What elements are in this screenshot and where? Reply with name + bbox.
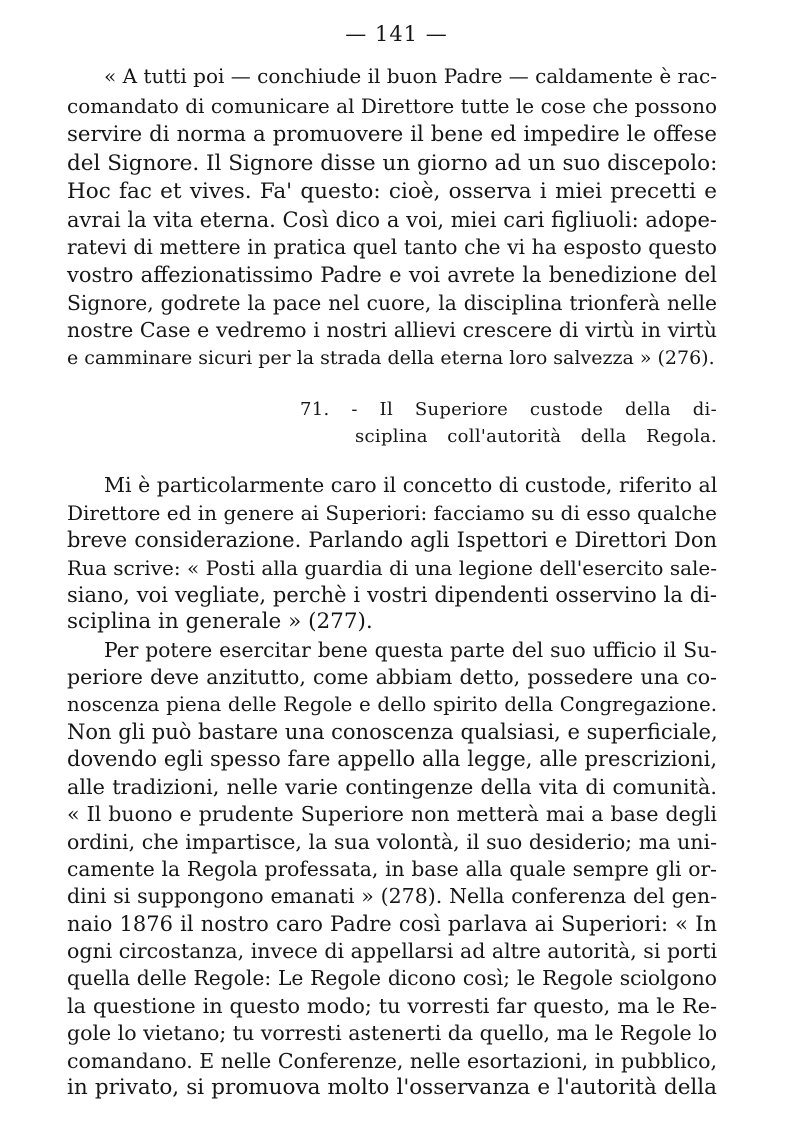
text-line: Non gli può bastare una conoscenza qualsiasi, e superficiale, [67,720,718,744]
text-line: « Il buono e prudente Superiore non metterà mai a base degli [67,802,717,826]
text-line: vostro affezionatissimo Padre e voi avrete la benedizione del [67,263,717,287]
text-line: dini si suppongono emanati » (278). Nella conferenza del gen- [67,884,717,908]
text-line: Hoc fac et vives. Fa' questo: cioè, osserva i miei precetti e [67,179,717,204]
text-line: quella delle Regole: Le Regole dicono così; le Regole sciolgono [67,966,717,990]
text-line: comandato di comunicare al Direttore tutte le cose che possono [67,94,717,118]
text-line: servire di norma a promuovere il bene ed impedire le offese [67,122,717,147]
text-line: breve considerazione. Parlando agli Ispettori e Direttori Don [67,528,717,552]
heading-line: 71. - Il Superiore custode della di- [300,399,717,420]
text-line: periore deve anzitutto, come abbiam detto, possedere una co- [67,665,717,689]
text-line: ratevi di mettere in pratica quel tanto che vi ha esposto questo [67,235,717,259]
text-line: Direttore ed in genere ai Superiori: facciamo su di esso qualche [67,501,717,525]
text-line: la questione in questo modo; tu vorresti far questo, ma le Re- [67,994,717,1018]
text-line: Rua scrive: « Posti alla guardia di una legione dell'esercito sale- [67,556,717,580]
text-line: in privato, si promuova molto l'osservanza e l'autorità della [67,1075,717,1100]
text-line: alle tradizioni, nelle varie contingenze della vita di comunità. [67,775,717,799]
text-line: « A tutti poi — conchiude il buon Padre — caldamente è rac- [104,64,717,88]
heading-line: sciplina coll'autorità della Regola. [355,426,717,447]
text-line: sciplina in generale » (277). [67,609,373,634]
text-line: gole lo vietano; tu vorresti astenerti da quello, ma le Regole lo [67,1021,718,1045]
text-line: comandano. E nelle Conferenze, nelle esortazioni, in pubblico, [67,1049,718,1073]
text-line: dovendo egli spesso fare appello alla legge, alle prescrizioni, [67,747,717,771]
text-line: nostre Case e vedremo i nostri allievi crescere di virtù in virtù [67,318,717,342]
text-line: Mi è particolarmente caro il concetto di custode, riferito al [104,473,718,497]
page-number: — 141 — [345,22,448,46]
text-line: Per potere esercitar bene questa parte del suo ufficio il Su- [104,638,717,662]
text-line: naio 1876 il nostro caro Padre così parlava ai Superiori: « In [67,912,717,936]
text-line: avrai la vita eterna. Così dico a voi, miei cari figliuoli: adope- [67,208,717,232]
text-line: camente la Regola professata, in base alla quale sempre gli or- [67,857,717,881]
text-line: ordini, che impartisce, la sua volontà, il suo desiderio; ma uni- [67,830,717,854]
text-line: ogni circostanza, invece di appellarsi ad altre autorità, si porti [67,939,717,963]
text-line: Signore, godrete la pace nel cuore, la disciplina trionferà nelle [67,291,717,315]
text-line: e camminare sicuri per la strada della eterna loro salvezza » (276). [67,347,715,369]
text-line: noscenza piena delle Regole e dello spirito della Congregazione. [67,693,717,716]
text-line: siano, voi vegliate, perchè i vostri dipendenti osservino la di- [67,583,717,607]
text-line: del Signore. Il Signore disse un giorno ad un suo discepolo: [67,151,718,176]
